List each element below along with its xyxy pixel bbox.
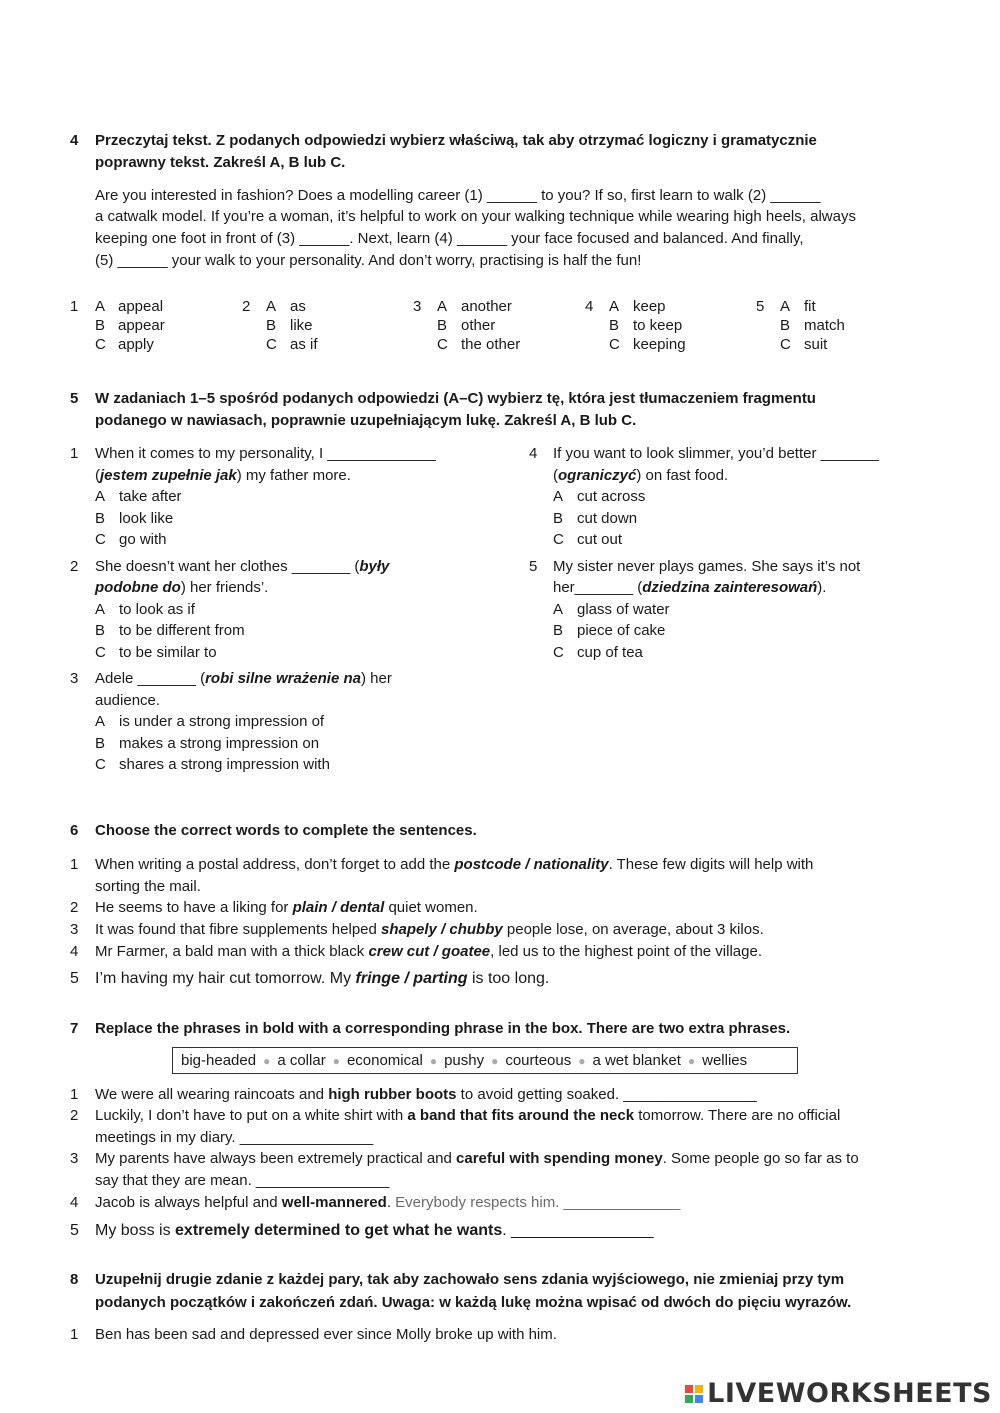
option-group-number: 5	[756, 298, 765, 315]
logo-text: LIVEWORKSHEETS	[707, 1378, 992, 1410]
box-phrase: a collar	[277, 1052, 326, 1069]
option-text[interactable]: cut across	[577, 488, 646, 505]
sentence	[95, 1220, 653, 1242]
option-letter[interactable]: A	[780, 298, 791, 315]
question-number: 1	[70, 445, 79, 462]
word-choice[interactable]: fringe / parting	[355, 970, 468, 987]
exercise-6-number: 6	[70, 822, 79, 839]
word-choice[interactable]: crew cut / goatee	[368, 943, 491, 960]
text-part: tomorrow. There are no official	[634, 1107, 841, 1124]
bold-phrase: well-mannered	[281, 1194, 387, 1211]
option-text[interactable]: piece of cake	[577, 622, 666, 639]
word-choice[interactable]: plain / dental	[292, 899, 385, 916]
option-letter[interactable]: B	[266, 317, 277, 334]
text-part: ) on fast food.	[636, 467, 729, 484]
option-letter[interactable]: B	[437, 317, 448, 334]
exercise-4-text-line: keeping one foot in front of (3) ______. Next, learn (4) ______ your face focused and balanced. And finally,	[95, 230, 804, 247]
text-part: It was found that fibre supplements helped	[95, 921, 382, 938]
option-letter[interactable]: C	[95, 336, 106, 353]
bold-phrase: high rubber boots	[328, 1086, 457, 1103]
sentence	[95, 968, 549, 990]
sentence	[95, 919, 764, 941]
text-part: Adele _______ (	[95, 670, 206, 687]
box-phrase: pushy	[444, 1052, 485, 1069]
option-letter[interactable]: C	[95, 531, 106, 548]
option-letter[interactable]: B	[780, 317, 791, 334]
answer-blank[interactable]: say that they are mean. ________________	[95, 1172, 390, 1189]
option-letter[interactable]: A	[266, 298, 277, 315]
question-text	[95, 556, 389, 578]
answer-blank[interactable]: Everybody respects him. ______________	[395, 1194, 681, 1211]
option-text[interactable]: to be similar to	[119, 644, 217, 661]
option-text[interactable]: cut down	[577, 510, 638, 527]
option-letter[interactable]: A	[437, 298, 448, 315]
text-part: My parents have always been extremely practical and	[95, 1150, 457, 1167]
sentence	[95, 941, 762, 963]
option-text[interactable]: to look as if	[119, 601, 195, 618]
option-text[interactable]: another	[461, 298, 512, 315]
option-text[interactable]: the other	[461, 336, 521, 353]
polish-phrase: ograniczyć	[558, 467, 637, 484]
text-part: When writing a postal address, don’t forget to add the	[95, 856, 455, 873]
box-phrase: big-headed	[181, 1052, 257, 1069]
logo-square	[685, 1395, 693, 1403]
option-text[interactable]: take after	[119, 488, 182, 505]
sentence-number: 1	[70, 856, 79, 873]
option-letter[interactable]: A	[553, 601, 564, 618]
option-text[interactable]: match	[804, 317, 845, 334]
option-text[interactable]: fit	[804, 298, 816, 315]
text-part: I’m having my hair cut tomorrow. My	[95, 970, 356, 987]
option-letter[interactable]: C	[609, 336, 620, 353]
option-group-number: 4	[585, 298, 594, 315]
exercise-5-instruction-line1: W zadaniach 1–5 spośród podanych odpowiedzi (A–C) wybierz tę, która jest tłumaczeniem fragmentu	[95, 390, 816, 407]
exercise-6-instruction: Choose the correct words to complete the sentences.	[95, 822, 477, 839]
text-part: ) her friends’.	[180, 579, 269, 596]
option-text[interactable]: like	[290, 317, 313, 334]
option-letter[interactable]: B	[95, 622, 106, 639]
exercise-4-text-line: (5) ______ your walk to your personality. And don’t worry, practising is half the fun!	[95, 252, 642, 269]
polish-phrase: podobne do	[95, 579, 181, 596]
question-text: When it comes to my personality, I _____________	[95, 445, 436, 462]
question-number: 3	[70, 670, 79, 687]
text-part: We were all wearing raincoats and	[95, 1086, 329, 1103]
exercise-7-number: 7	[70, 1020, 79, 1037]
answer-blank[interactable]: . ________________	[502, 1222, 654, 1239]
question-text: If you want to look slimmer, you’d better _______	[553, 445, 880, 462]
text-part: ).	[817, 579, 827, 596]
exercise-8-instruction-line1: Uzupełnij drugie zdanie z każdej pary, tak aby zachowało sens zdania wyjściowego, nie zmieniaj przy tym	[95, 1271, 845, 1288]
exercise-8-instruction-line2: podanych początków i zakończeń zdań. Uwaga: w każdą lukę można wpisać od dwóch do pięciu wyrazów.	[95, 1294, 852, 1311]
option-letter[interactable]: C	[780, 336, 791, 353]
question-text	[553, 465, 728, 487]
question-text: audience.	[95, 692, 161, 709]
box-phrase: wellies	[702, 1052, 748, 1069]
sentence-number: 2	[70, 1107, 79, 1124]
option-text[interactable]: cut out	[577, 531, 623, 548]
text-part: My boss is	[95, 1222, 176, 1239]
sentence	[95, 897, 478, 919]
text-part: .	[386, 1194, 396, 1211]
bold-phrase: extremely determined to get what he wants	[175, 1222, 503, 1239]
option-text[interactable]: apply	[118, 336, 154, 353]
option-text[interactable]: appear	[118, 317, 165, 334]
sentence	[95, 854, 813, 876]
question-text	[95, 465, 351, 487]
text-part: ) her	[360, 670, 392, 687]
question-number: 4	[529, 445, 538, 462]
option-text[interactable]: to be different from	[119, 622, 245, 639]
text-part: Luckily, I don’t have to put on a white shirt with	[95, 1107, 408, 1124]
text-part: ) my father more.	[236, 467, 351, 484]
answer-blank[interactable]: meetings in my diary. ________________	[95, 1129, 374, 1146]
option-letter[interactable]: A	[553, 488, 564, 505]
option-text[interactable]: as	[290, 298, 306, 315]
text-part: is too long.	[467, 970, 550, 987]
option-text[interactable]: shares a strong impression with	[119, 756, 330, 773]
option-group-number: 1	[70, 298, 79, 315]
option-letter[interactable]: C	[95, 644, 106, 661]
sentence-number: 3	[70, 921, 79, 938]
sentence-continuation: sorting the mail.	[95, 878, 201, 895]
option-letter[interactable]: B	[95, 510, 106, 527]
option-letter[interactable]: B	[95, 317, 106, 334]
text-part: Mr Farmer, a bald man with a thick black	[95, 943, 369, 960]
bold-phrase: a band that fits around the neck	[407, 1107, 635, 1124]
logo-square	[695, 1385, 703, 1393]
option-group-number: 2	[242, 298, 251, 315]
option-text[interactable]: glass of water	[577, 601, 670, 618]
exercise-4-text-line: Are you interested in fashion? Does a modelling career (1) ______ to you? If so, first learn to walk (2) ______	[95, 187, 821, 204]
sentence-number: 2	[70, 899, 79, 916]
exercise-4-number: 4	[70, 132, 79, 149]
exercise-4-text-line: a catwalk model. If you’re a woman, it’s helpful to work on your walking technique while wearing high heels, always	[95, 208, 856, 225]
option-text[interactable]: is under a strong impression of	[119, 713, 325, 730]
word-choice[interactable]: shapely / chubby	[381, 921, 503, 938]
option-letter[interactable]: A	[95, 601, 106, 618]
question-text	[553, 577, 826, 599]
exercise-5-instruction-line2: podanego w nawiasach, poprawnie uzupełniającym lukę. Zakreśl A, B lub C.	[95, 412, 637, 429]
sentence-number: 4	[70, 943, 79, 960]
exercise-8-number: 8	[70, 1271, 79, 1288]
option-group-number: 3	[413, 298, 422, 315]
text-part: , led us to the highest point of the village.	[490, 943, 763, 960]
bullet-icon: ●	[429, 1054, 438, 1068]
option-letter[interactable]: C	[95, 756, 106, 773]
option-letter[interactable]: C	[266, 336, 277, 353]
liveworksheets-logo	[685, 1378, 992, 1410]
polish-phrase: dziedzina zainteresowań	[642, 579, 818, 596]
bullet-icon: ●	[263, 1054, 271, 1068]
bullet-icon: ●	[687, 1054, 696, 1068]
option-text[interactable]: other	[461, 317, 496, 334]
question-number: 5	[529, 558, 538, 575]
sentence-number: 5	[70, 970, 79, 987]
option-text[interactable]: appeal	[118, 298, 164, 315]
sentence-number: 1	[70, 1326, 79, 1343]
option-letter[interactable]: C	[553, 531, 564, 548]
bullet-icon: ●	[332, 1054, 340, 1068]
option-letter[interactable]: B	[553, 510, 564, 527]
question-text: My sister never plays games. She says it’s not	[553, 558, 861, 575]
exercise-5-number: 5	[70, 390, 79, 407]
sentence-number: 4	[70, 1194, 79, 1211]
exercise-4-instruction-line2: poprawny tekst. Zakreśl A, B lub C.	[95, 154, 346, 171]
option-text[interactable]: look like	[119, 510, 174, 527]
option-text[interactable]: keeping	[633, 336, 686, 353]
option-letter[interactable]: A	[609, 298, 620, 315]
text-part: people lose, on average, about 3 kilos.	[502, 921, 764, 938]
text-part: He seems to have a liking for	[95, 899, 293, 916]
sentence	[95, 1105, 840, 1127]
option-text[interactable]: suit	[804, 336, 828, 353]
text-part: Jacob is always helpful and	[95, 1194, 282, 1211]
sentence-number: 5	[70, 1222, 79, 1239]
answer-blank[interactable]: to avoid getting soaked. ________________	[456, 1086, 757, 1103]
option-text[interactable]: keep	[633, 298, 666, 315]
sentence	[95, 1148, 859, 1170]
box-phrase: a wet blanket	[592, 1052, 681, 1069]
logo-grid-icon	[685, 1385, 703, 1403]
option-text[interactable]: makes a strong impression on	[119, 735, 320, 752]
sentence[interactable]	[95, 1084, 757, 1106]
word-choice[interactable]: postcode / nationality	[454, 856, 609, 873]
logo-square	[695, 1395, 703, 1403]
exercise-7-instruction: Replace the phrases in bold with a corresponding phrase in the box. There are two extra phrases.	[95, 1020, 791, 1037]
polish-phrase: były	[359, 558, 390, 575]
text-part: (	[95, 467, 100, 484]
option-letter[interactable]: A	[95, 298, 106, 315]
option-text[interactable]: go with	[119, 531, 167, 548]
text-part: . These few digits will help with	[608, 856, 814, 873]
box-phrase: courteous	[505, 1052, 572, 1069]
text-part: She doesn’t want her clothes _______ (	[95, 558, 360, 575]
text-part: (	[553, 467, 558, 484]
text-part: . Some people go so far as to	[662, 1150, 859, 1167]
option-letter[interactable]: A	[95, 488, 106, 505]
sentence	[95, 1192, 680, 1214]
text-part: her_______ (	[553, 579, 643, 596]
option-text[interactable]: to keep	[633, 317, 683, 334]
option-text[interactable]: as if	[290, 336, 318, 353]
exercise-4-instruction-line1: Przeczytaj tekst. Z podanych odpowiedzi wybierz właściwą, tak aby otrzymać logiczny i gramatycznie	[95, 132, 817, 149]
question-text	[95, 668, 392, 690]
question-text	[95, 577, 268, 599]
sentence: Ben has been sad and depressed ever since Molly broke up with him.	[95, 1326, 557, 1343]
sentence-number: 3	[70, 1150, 79, 1167]
option-letter[interactable]: C	[553, 644, 564, 661]
box-phrase: economical	[346, 1052, 423, 1069]
text-part: quiet women.	[384, 899, 478, 916]
sentence-number: 1	[70, 1086, 79, 1103]
option-letter[interactable]: B	[609, 317, 620, 334]
option-letter[interactable]: A	[95, 713, 106, 730]
option-letter[interactable]: B	[553, 622, 564, 639]
option-text[interactable]: cup of tea	[577, 644, 643, 661]
polish-phrase: robi silne wrażenie na	[205, 670, 361, 687]
question-number: 2	[70, 558, 79, 575]
polish-phrase: jestem zupełnie jak	[100, 467, 237, 484]
word-box	[172, 1047, 798, 1074]
logo-square	[685, 1385, 693, 1393]
option-letter[interactable]: B	[95, 735, 106, 752]
bullet-icon: ●	[578, 1054, 586, 1068]
bullet-icon: ●	[491, 1054, 499, 1068]
option-letter[interactable]: C	[437, 336, 448, 353]
bold-phrase: careful with spending money	[456, 1150, 663, 1167]
